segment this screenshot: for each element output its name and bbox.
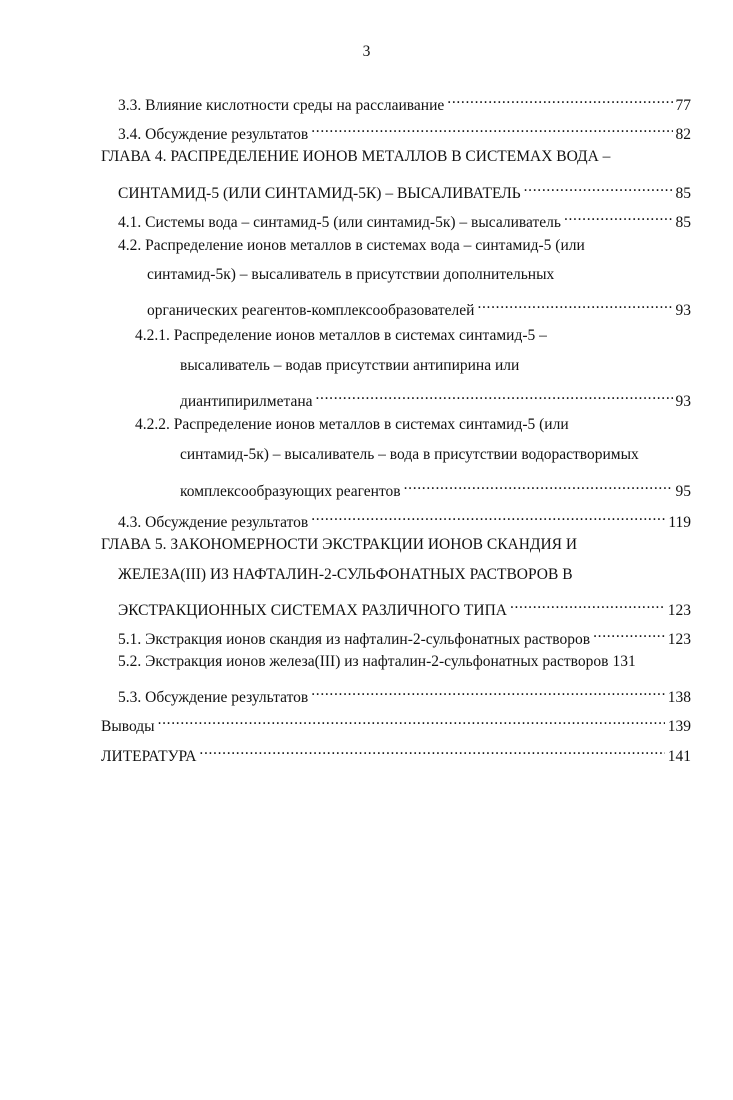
toc-entry-4-2-2-line-1[interactable]: 4.2.2. Распределение ионов металлов в системах синтамид-5 (или xyxy=(135,416,569,433)
toc-entry-conclusions[interactable] xyxy=(101,709,691,735)
dot-leader xyxy=(404,474,673,496)
toc-entry-page: 93 xyxy=(675,393,691,410)
toc-entry-5-3[interactable] xyxy=(118,680,691,706)
toc-entry-4-2[interactable] xyxy=(147,293,691,319)
toc-chapter-4-line-1[interactable]: ГЛАВА 4. РАСПРЕДЕЛЕНИЕ ИОНОВ МЕТАЛЛОВ В СИСТЕМАХ ВОДА – xyxy=(101,148,611,165)
toc-entry-page: 119 xyxy=(668,514,691,531)
toc-entry-3-3[interactable] xyxy=(118,88,691,114)
page-number: 3 xyxy=(362,43,371,60)
toc-chapter-5-line-2[interactable]: ЖЕЛЕЗА(III) ИЗ НАФТАЛИН-2-СУЛЬФОНАТНЫХ РАСТВОРОВ В xyxy=(118,566,573,583)
dot-leader xyxy=(311,505,665,527)
dot-leader xyxy=(524,176,673,198)
toc-entry-5-1[interactable] xyxy=(118,622,691,648)
toc-entry-title: 3.3. Влияние кислотности среды на расслаивание xyxy=(118,97,445,114)
toc-entry-page: 93 xyxy=(675,302,691,319)
dot-leader xyxy=(311,117,672,139)
toc-entry-title: 4.1. Системы вода – синтамид-5 (или синтамид-5к) – высаливатель xyxy=(118,214,561,231)
toc-entry-title: ЛИТЕРАТУРА xyxy=(101,748,197,765)
toc-entry-title: СИНТАМИД-5 (ИЛИ СИНТАМИД-5К) – ВЫСАЛИВАТЕЛЬ xyxy=(118,185,521,202)
dot-leader xyxy=(158,709,665,731)
toc-entry-page: 123 xyxy=(667,631,691,648)
toc-entry-title: органических реагентов-комплексообразователей xyxy=(147,302,475,319)
toc-entry-4-2-1-line-2[interactable]: высаливатель – водав присутствии антипирина или xyxy=(180,357,520,374)
toc-entry-page: 85 xyxy=(675,185,691,202)
toc-entry-page: 82 xyxy=(675,126,691,143)
toc-entry-title: 5.1. Экстракция ионов скандия из нафталин-2-сульфонатных растворов xyxy=(118,631,591,648)
toc-entry-page: 123 xyxy=(667,602,691,619)
toc-entry-page: 141 xyxy=(667,748,691,765)
toc-entry-title: ЭКСТРАКЦИОННЫХ СИСТЕМАХ РАЗЛИЧНОГО ТИПА xyxy=(118,602,507,619)
toc-chapter-4[interactable] xyxy=(118,176,691,202)
toc-entry-title: Выводы xyxy=(101,718,155,735)
toc-entry-title: 5.3. Обсуждение результатов xyxy=(118,689,309,706)
dot-leader xyxy=(199,739,664,761)
toc-entry-page: 85 xyxy=(675,214,691,231)
toc-entry-3-4[interactable] xyxy=(118,117,691,143)
toc-entry-4-2-line-2[interactable]: синтамид-5к) – высаливатель в присутствии дополнительных xyxy=(147,266,555,283)
dot-leader xyxy=(311,680,665,702)
dot-leader xyxy=(510,593,665,615)
toc-entry-4-2-line-1[interactable]: 4.2. Распределение ионов металлов в системах вода – синтамид-5 (или xyxy=(118,237,585,254)
toc-entry-4-2-1-line-1[interactable]: 4.2.1. Распределение ионов металлов в системах синтамид-5 – xyxy=(135,327,547,344)
toc-entry-title: диантипирилметана xyxy=(180,393,313,410)
toc-entry-title: 3.4. Обсуждение результатов xyxy=(118,126,309,143)
toc-entry-page: 138 xyxy=(667,689,691,706)
toc-entry-title: 5.2. Экстракция ионов железа(III) из нафталин-2-сульфонатных растворов xyxy=(118,653,609,670)
toc-entry-title: 4.3. Обсуждение результатов xyxy=(118,514,309,531)
toc-entry-page: 77 xyxy=(675,97,691,114)
toc-entry-title: комплексообразующих реагентов xyxy=(180,483,401,500)
dot-leader xyxy=(447,88,672,110)
dot-leader xyxy=(316,384,673,406)
toc-entry-5-2[interactable] xyxy=(118,651,691,673)
toc-entry-page: 139 xyxy=(667,718,691,735)
dot-leader xyxy=(477,293,672,315)
toc-chapter-5-line-1[interactable]: ГЛАВА 5. ЗАКОНОМЕРНОСТИ ЭКСТРАКЦИИ ИОНОВ СКАНДИЯ И xyxy=(101,536,578,553)
toc-entry-4-1[interactable] xyxy=(118,205,691,231)
toc-chapter-5[interactable] xyxy=(118,593,691,619)
toc-entry-page: 131 xyxy=(612,653,636,670)
toc-entry-page: 95 xyxy=(675,483,691,500)
dot-leader xyxy=(593,622,665,644)
toc-entry-4-2-2[interactable] xyxy=(180,474,691,500)
toc-entry-4-2-1[interactable] xyxy=(180,384,691,410)
toc-entry-literature[interactable] xyxy=(101,739,691,765)
toc-entry-4-3[interactable] xyxy=(118,505,691,531)
toc-entry-4-2-2-line-2[interactable]: синтамид-5к) – высаливатель – вода в присутствии водорастворимых xyxy=(180,446,639,463)
dot-leader xyxy=(564,205,673,227)
